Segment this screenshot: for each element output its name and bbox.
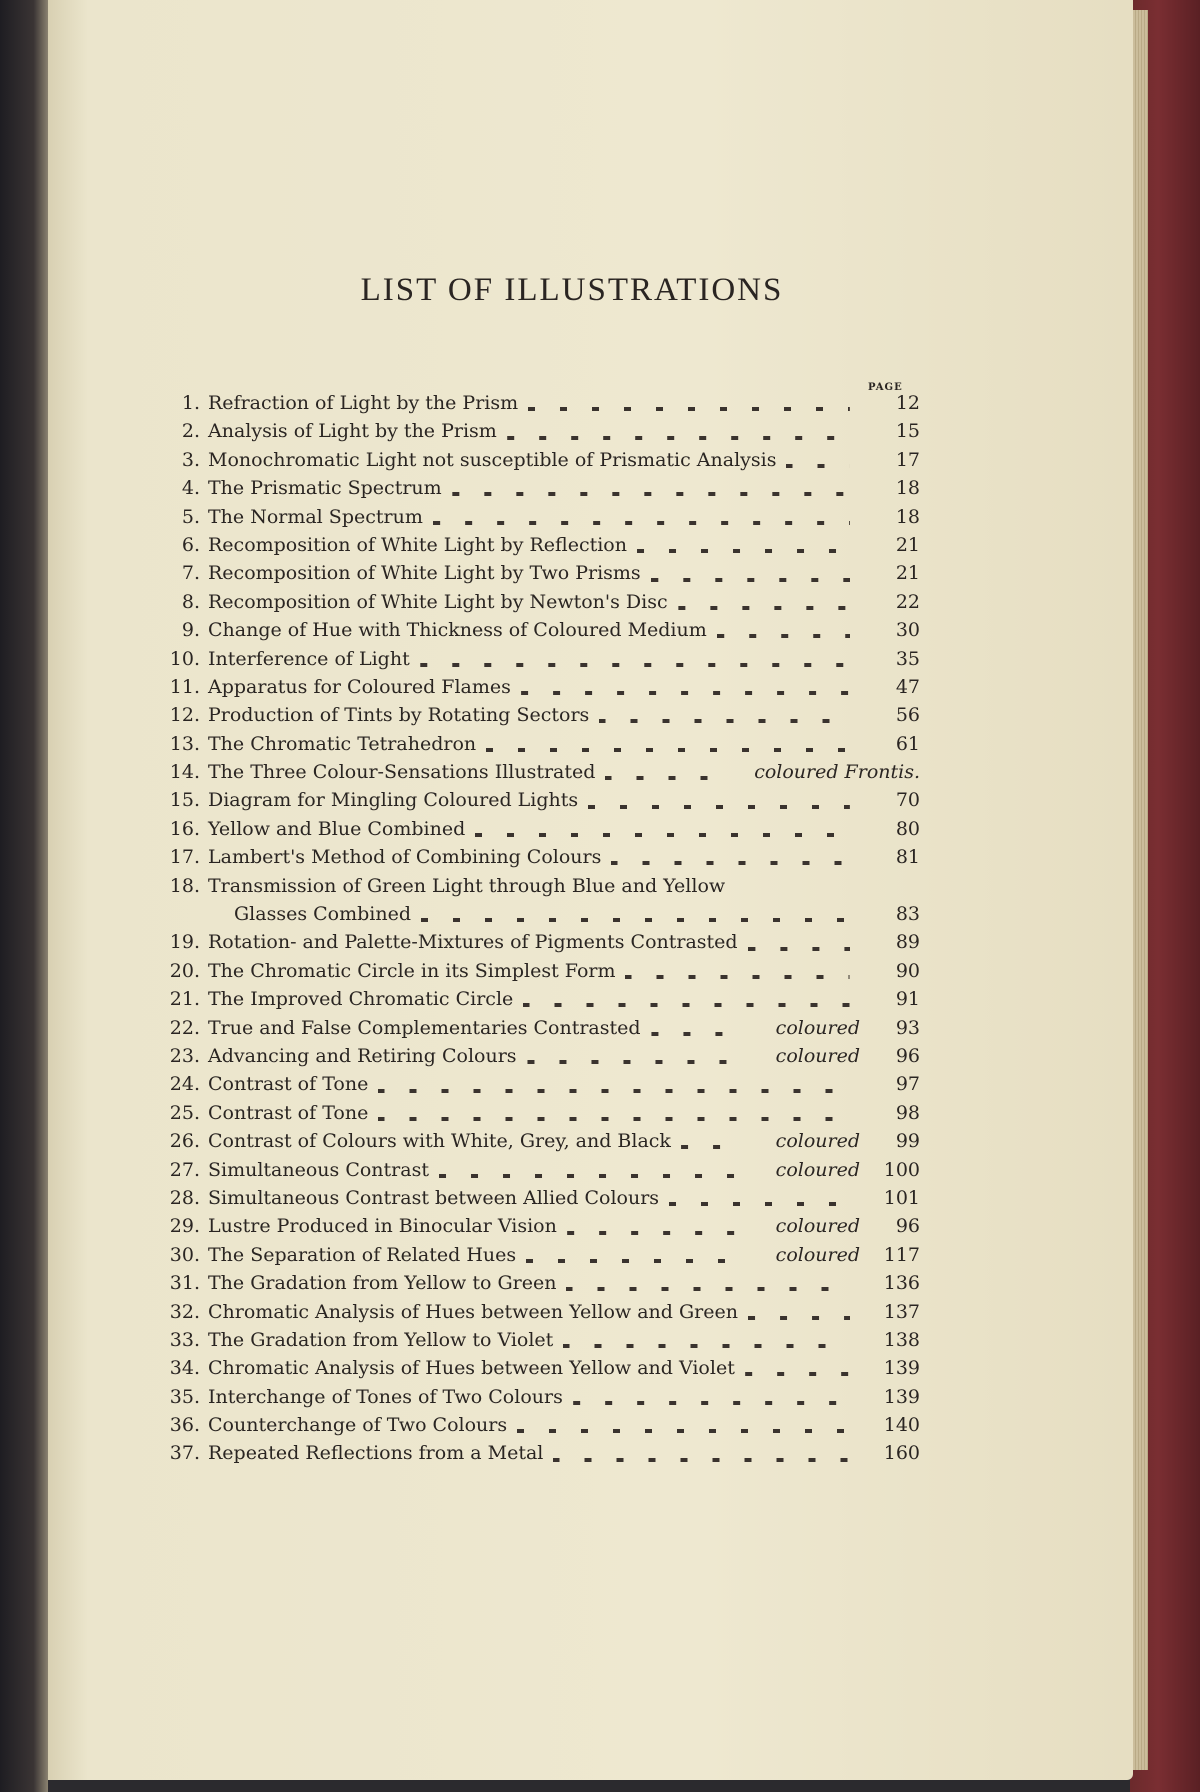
- entry-page: 18: [895, 477, 920, 500]
- entry-page: 138: [883, 1328, 920, 1351]
- entry-title: Glasses Combined: [234, 903, 411, 926]
- entry-page: 93: [895, 1016, 920, 1039]
- leader-dashes: [681, 1145, 735, 1149]
- leader-dashes: [735, 890, 850, 894]
- entry-page: 15: [895, 420, 920, 443]
- page-column-header: PAGE: [868, 382, 903, 393]
- leader-dashes: [486, 748, 850, 752]
- list-item: [150, 1272, 920, 1300]
- entry-page: 21: [895, 562, 920, 585]
- entry-page: 139: [883, 1385, 920, 1408]
- entry-page: 137: [883, 1300, 920, 1323]
- entry-title: Interchange of Tones of Two Colours: [208, 1385, 563, 1408]
- leader-dashes: [420, 663, 850, 667]
- entry-note: coloured: [775, 1130, 860, 1153]
- list-item: [150, 1215, 920, 1243]
- entry-page: 96: [895, 1044, 920, 1067]
- list-item: [150, 761, 920, 789]
- entry-page: 96: [895, 1215, 920, 1238]
- list-item: [150, 1244, 920, 1272]
- entry-number: 8.: [181, 590, 200, 613]
- list-item: [150, 1102, 920, 1130]
- entry-page: 83: [895, 903, 920, 926]
- list-item: [150, 1045, 920, 1073]
- entry-number: 23.: [169, 1044, 200, 1067]
- entry-number: 1.: [181, 392, 200, 414]
- entry-number: 32.: [169, 1300, 200, 1323]
- entry-number: 6.: [181, 533, 200, 556]
- leader-dashes: [748, 947, 850, 951]
- leader-dashes: [717, 634, 850, 638]
- entry-title: Contrast of Tone: [208, 1073, 369, 1096]
- entry-number: 28.: [169, 1186, 200, 1209]
- entry-number: 17.: [169, 846, 200, 869]
- list-item: [150, 988, 920, 1016]
- entry-page: 97: [895, 1073, 920, 1096]
- leader-dashes: [748, 1316, 850, 1320]
- entry-title: Monochromatic Light not susceptible of Prismatic Analysis: [208, 448, 777, 471]
- list-item: [150, 1130, 920, 1158]
- entry-page: 35: [895, 647, 920, 670]
- entry-number: 35.: [169, 1385, 200, 1408]
- entry-title: The Separation of Related Hues: [208, 1243, 517, 1266]
- entry-title: Refraction of Light by the Prism: [208, 392, 519, 414]
- entry-page: 12: [895, 392, 920, 414]
- entry-number: 25.: [169, 1101, 200, 1124]
- entry-title: Yellow and Blue Combined: [208, 817, 466, 840]
- leader-dashes: [523, 1003, 850, 1007]
- leader-dashes: [452, 492, 850, 496]
- list-item: [150, 789, 920, 817]
- list-item: [150, 619, 920, 647]
- entry-page: 47: [895, 675, 920, 698]
- entry-note: coloured: [775, 1016, 860, 1039]
- leader-dashes: [517, 1429, 850, 1433]
- entry-note: coloured: [775, 1158, 860, 1181]
- list-item: [150, 1386, 920, 1414]
- entry-title: The Chromatic Tetrahedron: [208, 732, 477, 755]
- entry-number: 14.: [169, 761, 200, 784]
- entry-page: 30: [895, 619, 920, 642]
- list-item: [150, 676, 920, 704]
- leader-dashes: [605, 776, 720, 780]
- list-item: [150, 1414, 920, 1442]
- list-item: [150, 591, 920, 619]
- entry-title: Lustre Produced in Binocular Vision: [208, 1215, 557, 1238]
- book-gutter: [0, 0, 48, 1792]
- entry-number: 12.: [169, 704, 200, 727]
- list-item: [150, 846, 920, 874]
- entry-number: 13.: [169, 732, 200, 755]
- entry-title: Simultaneous Contrast: [208, 1158, 429, 1181]
- entry-title: Change of Hue with Thickness of Coloured Medium: [208, 619, 707, 642]
- leader-dashes: [651, 1032, 735, 1036]
- entry-page: 61: [895, 732, 920, 755]
- list-item: [150, 449, 920, 477]
- illustrations-list: [150, 392, 920, 1471]
- leader-dashes: [433, 521, 850, 525]
- entry-title: Counterchange of Two Colours: [208, 1414, 508, 1437]
- list-item: [150, 1442, 920, 1470]
- list-item: [150, 1159, 920, 1187]
- leader-dashes: [553, 1458, 850, 1462]
- entry-number: 2.: [181, 420, 200, 443]
- list-item: [150, 1329, 920, 1357]
- entry-number: 9.: [181, 619, 200, 642]
- entry-title: Contrast of Colours with White, Grey, and Black: [208, 1130, 671, 1153]
- leader-dashes: [651, 578, 850, 582]
- list-item: [150, 477, 920, 505]
- entry-title: Apparatus for Coloured Flames: [208, 675, 511, 698]
- list-item: [150, 704, 920, 732]
- entry-page: 70: [895, 789, 920, 812]
- entry-number: 34.: [169, 1357, 200, 1380]
- list-item: [150, 1187, 920, 1215]
- entry-page: 80: [895, 817, 920, 840]
- entry-title: Advancing and Retiring Colours: [208, 1044, 517, 1067]
- leader-dashes: [521, 691, 850, 695]
- entry-page: 99: [895, 1130, 920, 1153]
- entry-title: Chromatic Analysis of Hues between Yellow and Violet: [208, 1357, 735, 1380]
- list-item: [150, 506, 920, 534]
- entry-title: Recomposition of White Light by Reflection: [208, 533, 627, 556]
- entry-title: Production of Tints by Rotating Sectors: [208, 704, 590, 727]
- entry-number: 7.: [181, 562, 200, 585]
- entry-title: The Improved Chromatic Circle: [208, 988, 514, 1011]
- leader-dashes: [786, 464, 850, 468]
- entry-title: Analysis of Light by the Prism: [208, 420, 497, 443]
- entry-title: The Gradation from Yellow to Violet: [208, 1328, 554, 1351]
- entry-note: coloured: [775, 1243, 860, 1266]
- entry-title: Recomposition of White Light by Newton's Disc: [208, 590, 668, 613]
- leader-dashes: [421, 918, 850, 922]
- entry-note: coloured: [775, 1215, 860, 1238]
- entry-page: 22: [895, 590, 920, 613]
- entry-number: 10.: [169, 647, 200, 670]
- leader-dashes: [378, 1089, 850, 1093]
- leader-dashes: [475, 833, 850, 837]
- entry-title: The Prismatic Spectrum: [208, 477, 442, 500]
- list-item: [150, 1017, 920, 1045]
- entry-page: 140: [883, 1414, 920, 1437]
- list-item: [150, 818, 920, 846]
- leader-dashes: [599, 719, 850, 723]
- entry-title: Interference of Light: [208, 647, 410, 670]
- entry-number: 18.: [169, 874, 200, 897]
- entry-title: Recomposition of White Light by Two Prisms: [208, 562, 641, 585]
- leader-dashes: [528, 407, 850, 411]
- entry-page: 89: [895, 931, 920, 954]
- leader-dashes: [563, 1344, 850, 1348]
- entry-page: 101: [883, 1186, 920, 1209]
- leader-dashes: [588, 805, 850, 809]
- entry-number: 36.: [169, 1414, 200, 1437]
- entry-title: Transmission of Green Light through Blue and Yellow: [208, 874, 726, 897]
- entry-page: 136: [883, 1272, 920, 1295]
- entry-number: 3.: [181, 448, 200, 471]
- entry-title: Lambert's Method of Combining Colours: [208, 846, 602, 869]
- entry-page: 117: [883, 1243, 920, 1266]
- entry-page: 21: [895, 533, 920, 556]
- entry-title: The Chromatic Circle in its Simplest Form: [208, 959, 616, 982]
- leader-dashes: [637, 549, 850, 553]
- entry-number: 22.: [169, 1016, 200, 1039]
- leader-dashes: [566, 1287, 850, 1291]
- entry-page: 98: [895, 1101, 920, 1124]
- entry-page: 100: [883, 1158, 920, 1181]
- list-item: [150, 931, 920, 959]
- entry-number: 29.: [169, 1215, 200, 1238]
- leader-dashes: [507, 436, 850, 440]
- entry-page: 56: [895, 704, 920, 727]
- leader-dashes: [611, 861, 850, 865]
- list-item: [150, 1073, 920, 1101]
- entry-number: 33.: [169, 1328, 200, 1351]
- list-item: [150, 875, 920, 903]
- entry-title: Diagram for Mingling Coloured Lights: [208, 789, 579, 812]
- entry-number: 19.: [169, 931, 200, 954]
- entry-note: coloured: [775, 1044, 860, 1067]
- entry-title: Contrast of Tone: [208, 1101, 369, 1124]
- list-item: [150, 420, 920, 448]
- leader-dashes: [526, 1259, 735, 1263]
- leader-dashes: [625, 975, 850, 979]
- leader-dashes: [573, 1401, 850, 1405]
- entry-page: 18: [895, 505, 920, 528]
- entry-title: Rotation- and Palette-Mixtures of Pigments Contrasted: [208, 931, 738, 954]
- entry-page: 139: [883, 1357, 920, 1380]
- entry-page: 81: [895, 846, 920, 869]
- entry-number: 5.: [181, 505, 200, 528]
- entry-title: Repeated Reflections from a Metal: [208, 1442, 544, 1465]
- entry-page: 17: [895, 448, 920, 471]
- entry-title: The Three Colour-Sensations Illustrated: [208, 761, 596, 784]
- entry-number: 20.: [169, 959, 200, 982]
- list-item: [150, 562, 920, 590]
- entry-page: 160: [883, 1442, 920, 1465]
- leader-dashes: [527, 1060, 735, 1064]
- entry-title: The Normal Spectrum: [208, 505, 423, 528]
- list-item: [150, 1357, 920, 1385]
- entry-title: Chromatic Analysis of Hues between Yellow and Green: [208, 1300, 738, 1323]
- entry-page: 90: [895, 959, 920, 982]
- entry-number: 31.: [169, 1272, 200, 1295]
- entry-number: 21.: [169, 988, 200, 1011]
- leader-dashes: [745, 1372, 850, 1376]
- leader-dashes: [567, 1231, 735, 1235]
- list-item: [150, 1301, 920, 1329]
- entry-title: True and False Complementaries Contrasted: [208, 1016, 641, 1039]
- entry-number: 37.: [169, 1442, 200, 1465]
- entry-number: 11.: [169, 675, 200, 698]
- entry-title: Simultaneous Contrast between Allied Colours: [208, 1186, 660, 1209]
- entry-number: 30.: [169, 1243, 200, 1266]
- entry-number: 15.: [169, 789, 200, 812]
- entry-number: 4.: [181, 477, 200, 500]
- list-item: [150, 534, 920, 562]
- page-title: LIST OF ILLUSTRATIONS: [360, 272, 784, 308]
- leader-dashes: [378, 1117, 850, 1121]
- entry-note: coloured Frontis.: [754, 761, 920, 784]
- list-item: [150, 648, 920, 676]
- entry-number: 16.: [169, 817, 200, 840]
- list-item: [150, 903, 920, 931]
- entry-number: 24.: [169, 1073, 200, 1096]
- entry-page: 91: [895, 988, 920, 1011]
- entry-title: The Gradation from Yellow to Green: [208, 1272, 557, 1295]
- leader-dashes: [678, 606, 850, 610]
- entry-number: 27.: [169, 1158, 200, 1181]
- entry-number: 26.: [169, 1130, 200, 1153]
- list-item: [150, 392, 920, 420]
- list-item: [150, 733, 920, 761]
- leader-dashes: [439, 1174, 735, 1178]
- list-item: [150, 960, 920, 988]
- leader-dashes: [669, 1202, 850, 1206]
